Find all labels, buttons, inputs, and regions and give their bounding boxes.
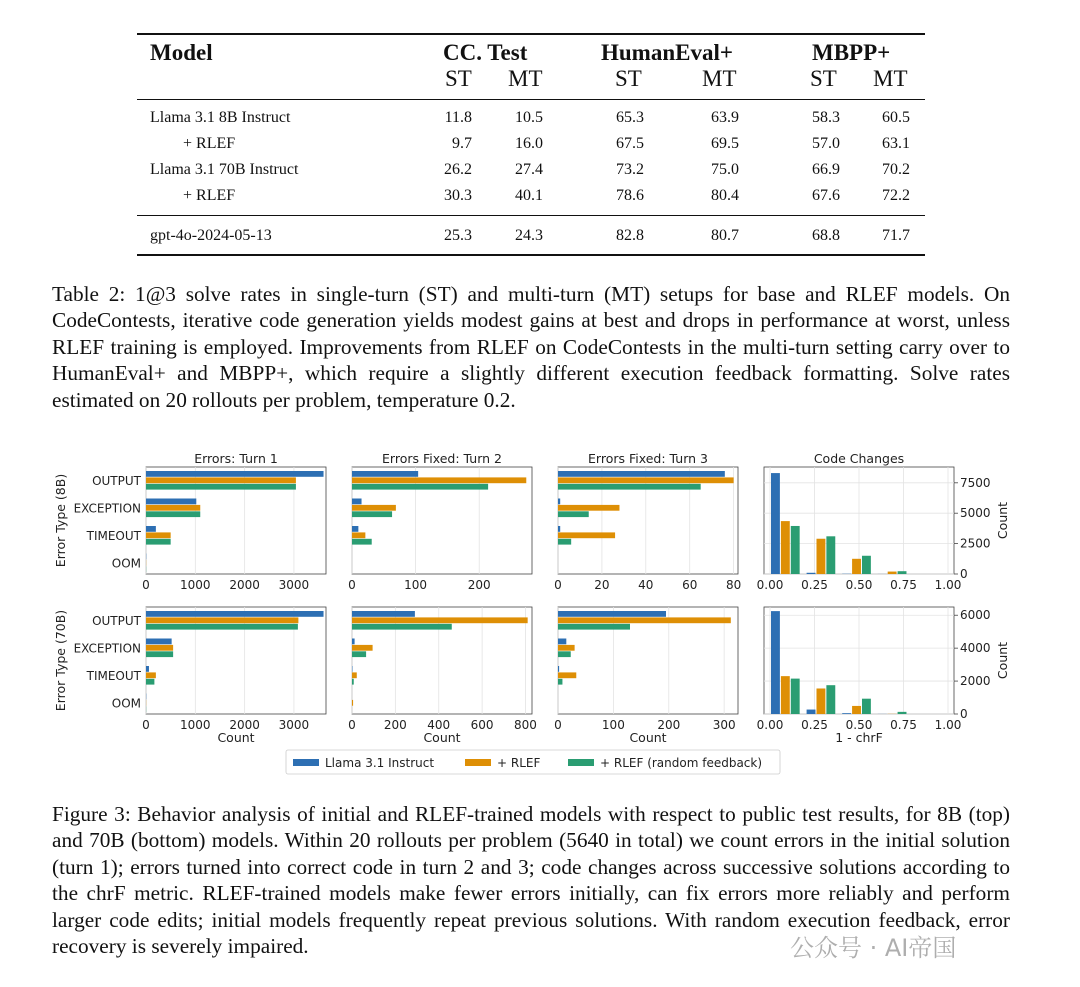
table-row-model: + RLEF [183, 135, 236, 152]
y-tick-label: 5000 [960, 506, 991, 521]
behavior-analysis-chart [50, 445, 1020, 780]
histogram-bar [862, 556, 871, 574]
bar [558, 611, 666, 617]
table-cell: 63.9 [711, 109, 739, 126]
table-cell: 82.8 [616, 227, 644, 244]
bar [146, 666, 149, 672]
table-cell: 73.2 [616, 161, 644, 178]
histogram-bar [888, 572, 897, 574]
figure-caption: Figure 3: Behavior analysis of initial and RLEF-trained models with respect to public test results, for 8B (top) and 70B (bottom) models. Within 20 rollouts per problem (5640 in total) we count errors in the initial solution (turn 1); errors turned into correct code in turn 2 and 3; code changes across successive solutions according to the chrF metric. RLEF-trained models make fewer errors initially, can fix errors more reliably and perform larger code edits; initial models frequently repeat previous solutions. With random execution feedback, error recovery is severely impaired. [52, 802, 1010, 959]
sub-header-st: ST [615, 66, 642, 91]
x-tick-label: 0.75 [890, 718, 917, 732]
x-tick-label: 0 [142, 578, 150, 592]
bar [352, 624, 452, 630]
sub-header-st: ST [445, 66, 472, 91]
error-panel [554, 607, 738, 745]
x-tick-label: 3000 [278, 718, 310, 732]
category-label: TIMEOUT [86, 669, 141, 683]
error-panel [142, 607, 326, 745]
row-label: Error Type (70B) [53, 609, 68, 712]
x-axis-label: Count [629, 730, 667, 745]
table-cell: 67.5 [616, 135, 644, 152]
bar [146, 624, 298, 630]
x-tick-label: 600 [470, 718, 494, 732]
histogram-bar [862, 699, 871, 714]
x-tick-label: 200 [657, 718, 681, 732]
bar [558, 679, 562, 685]
bar [352, 651, 366, 657]
bar [146, 639, 172, 645]
table-cell: 27.4 [515, 161, 543, 178]
bar [352, 700, 353, 706]
bar [146, 611, 324, 617]
bar [352, 617, 528, 623]
bar [558, 511, 589, 517]
bar [146, 511, 200, 517]
bar [146, 505, 200, 511]
y-tick-label: 2500 [960, 536, 991, 551]
bar [558, 471, 725, 477]
x-tick-label: 300 [712, 718, 736, 732]
bar [558, 532, 615, 538]
histogram-bar [807, 710, 816, 714]
bar [146, 617, 298, 623]
x-tick-label: 1.00 [934, 718, 962, 732]
histogram-bar [816, 688, 825, 714]
bar [352, 499, 362, 505]
x-axis-label: Count [217, 730, 255, 745]
x-tick-label: 40 [638, 578, 654, 592]
histogram-bar [852, 559, 861, 574]
x-tick-label: 3000 [278, 578, 310, 592]
table-cell: 16.0 [515, 135, 543, 152]
x-tick-label: 0.75 [890, 578, 917, 592]
error-panel [348, 451, 532, 592]
bar [146, 672, 156, 678]
histogram-bar [826, 536, 835, 574]
bar [558, 505, 619, 511]
x-tick-label: 0 [348, 578, 356, 592]
table-cell: 68.8 [812, 227, 840, 244]
table-cell: 58.3 [812, 109, 840, 126]
bar [558, 639, 566, 645]
category-label: EXCEPTION [73, 501, 141, 516]
bar [146, 484, 296, 490]
y-tick-label: 6000 [960, 608, 991, 623]
bar [558, 672, 576, 678]
bar [352, 477, 526, 483]
table-row-model: + RLEF [183, 187, 236, 204]
x-tick-label: 0.00 [756, 718, 784, 732]
bar [352, 672, 357, 678]
category-label: OOM [111, 696, 141, 711]
bar [352, 639, 355, 645]
histogram-bar [771, 611, 780, 714]
category-label: OOM [111, 556, 141, 571]
x-tick-label: 0 [554, 578, 562, 592]
table-cell: 57.0 [812, 135, 840, 152]
table-mid-rule [137, 215, 925, 216]
bar [146, 477, 296, 483]
table-cell: 11.8 [444, 109, 472, 126]
bar [558, 499, 560, 505]
x-tick-label: 0 [554, 718, 562, 732]
bar [146, 526, 156, 532]
x-tick-label: 2000 [229, 578, 260, 592]
legend-swatch [465, 759, 491, 766]
bar [558, 477, 734, 483]
x-axis-label: 1 - chrF [835, 730, 883, 745]
y-axis-label: Count [995, 641, 1010, 680]
histogram-bar [898, 571, 907, 574]
x-tick-label: 200 [467, 578, 491, 592]
category-label: EXCEPTION [73, 641, 141, 656]
error-panel [142, 451, 326, 592]
bar [352, 679, 354, 685]
table-cell: 60.5 [882, 109, 910, 126]
sub-header-mt: MT [508, 66, 543, 91]
x-tick-label: 20 [594, 578, 610, 592]
table-cell: 26.2 [444, 161, 472, 178]
table-cell: 25.3 [444, 227, 472, 244]
table-row-model: Llama 3.1 70B Instruct [150, 161, 299, 178]
table-cell: 80.7 [711, 227, 739, 244]
bar [352, 532, 365, 538]
col-header-mbpp: MBPP+ [812, 40, 891, 65]
x-tick-label: 100 [404, 578, 428, 592]
x-tick-label: 80 [725, 578, 742, 592]
x-tick-label: 400 [427, 718, 451, 732]
x-tick-label: 1.00 [934, 578, 962, 592]
table-cell: 10.5 [515, 109, 543, 126]
x-tick-label: 100 [601, 718, 625, 732]
legend-label: + RLEF [497, 756, 541, 770]
table-caption: Table 2: 1@3 solve rates in single-turn (ST) and multi-turn (MT) setups for base and RLEF models. On CodeContests, iterative code generation yields modest gains at best and drops in performance at worst, unless RLEF training is employed. Improvements from RLEF on CodeContests in the multi-turn setting carry over to HumanEval+ and MBPP+, which require a slightly different execution feedback formatting. Solve rates estimated on 20 rollouts per problem, temperature 0.2. [52, 282, 1010, 412]
bar [146, 645, 173, 651]
histogram-bar [826, 685, 835, 714]
x-tick-label: 0.25 [801, 718, 828, 732]
col-header-model: Model [150, 40, 213, 65]
legend [286, 750, 780, 774]
col-header-humaneval: HumanEval+ [601, 40, 733, 65]
panel-title: Code Changes [813, 451, 905, 466]
table-cell: 66.9 [812, 161, 840, 178]
category-label: OUTPUT [92, 474, 141, 488]
error-panel [554, 451, 741, 592]
bar [352, 645, 373, 651]
histogram-bar [771, 473, 780, 574]
table-cell: 63.1 [882, 135, 910, 152]
bar [146, 679, 154, 685]
error-panel [348, 607, 537, 745]
bar [352, 505, 396, 511]
bar [558, 539, 571, 545]
bar [352, 511, 392, 517]
table-cell: 70.2 [882, 161, 910, 178]
y-tick-label: 4000 [960, 641, 991, 656]
table-bottom-rule [137, 254, 925, 256]
histogram-bar [852, 706, 861, 714]
table-cell: 40.1 [515, 187, 543, 204]
bar [352, 526, 358, 532]
bar [352, 471, 418, 477]
y-tick-label: 0 [960, 567, 968, 581]
histogram-bar [898, 712, 907, 714]
bar [146, 532, 171, 538]
bar [558, 526, 560, 532]
figure-behavior-analysis [50, 445, 1020, 780]
sub-header-st: ST [810, 66, 837, 91]
table-cell: 67.6 [812, 187, 840, 204]
bar [558, 617, 731, 623]
table-cell: 24.3 [515, 227, 543, 244]
y-tick-label: 2000 [960, 674, 991, 689]
legend-label: + RLEF (random feedback) [600, 756, 763, 770]
bar [558, 624, 630, 630]
x-tick-label: 0 [348, 718, 356, 732]
x-tick-label: 0.50 [845, 718, 873, 732]
watermark: 公众号 · AI帝国 [790, 934, 957, 962]
bar [352, 484, 488, 490]
code-changes-panel [757, 607, 1010, 745]
x-tick-label: 800 [514, 718, 537, 732]
table-row-model: Llama 3.1 8B Instruct [150, 109, 291, 126]
x-tick-label: 0.00 [756, 578, 784, 592]
histogram-bar [842, 713, 851, 714]
panel-title: Errors Fixed: Turn 3 [588, 451, 708, 466]
table-cell: 30.3 [444, 187, 472, 204]
sub-header-mt: MT [873, 66, 908, 91]
table-cell: 80.4 [711, 187, 739, 204]
category-label: TIMEOUT [86, 529, 141, 543]
table-cell: 71.7 [882, 227, 910, 244]
y-axis-label: Count [995, 501, 1010, 540]
histogram-bar [791, 679, 800, 714]
bar [352, 539, 372, 545]
legend-swatch [568, 759, 594, 766]
bar [352, 611, 415, 617]
legend-swatch [293, 759, 319, 766]
table-cell: 72.2 [882, 187, 910, 204]
table-cell: 75.0 [711, 161, 739, 178]
table-row-model: gpt-4o-2024-05-13 [150, 227, 272, 244]
legend-label: Llama 3.1 Instruct [325, 756, 435, 770]
y-tick-label: 0 [960, 707, 968, 721]
histogram-bar [781, 676, 790, 714]
table-cell: 65.3 [616, 109, 644, 126]
histogram-bar [781, 521, 790, 574]
bar [146, 471, 324, 477]
bar [146, 651, 173, 657]
panel-title: Errors: Turn 1 [194, 451, 278, 466]
x-axis-label: Count [423, 730, 461, 745]
x-tick-label: 1000 [180, 718, 211, 732]
bar [146, 499, 196, 505]
bar [558, 484, 701, 490]
histogram-bar [791, 526, 800, 574]
table-cell: 78.6 [616, 187, 644, 204]
row-label: Error Type (8B) [53, 473, 68, 568]
table-top-rule [137, 33, 925, 35]
x-tick-label: 200 [383, 718, 407, 732]
panel-title: Errors Fixed: Turn 2 [382, 451, 502, 466]
table-cell: 9.7 [452, 135, 472, 152]
table-header-rule [137, 99, 925, 100]
x-tick-label: 0.50 [845, 578, 873, 592]
x-tick-label: 60 [682, 578, 698, 592]
histogram-bar [816, 539, 825, 574]
bar [558, 645, 575, 651]
code-changes-panel [757, 451, 1010, 592]
sub-header-mt: MT [702, 66, 737, 91]
histogram-bar [807, 573, 816, 574]
bar [558, 651, 571, 657]
bar [146, 539, 171, 545]
x-tick-label: 2000 [229, 718, 260, 732]
table-cell: 69.5 [711, 135, 739, 152]
category-label: OUTPUT [92, 614, 141, 628]
y-tick-label: 7500 [960, 475, 991, 490]
x-tick-label: 0.25 [801, 578, 828, 592]
x-tick-label: 1000 [180, 578, 211, 592]
x-tick-label: 0 [142, 718, 150, 732]
col-header-cc-test: CC. Test [443, 40, 528, 65]
bar [558, 666, 559, 672]
